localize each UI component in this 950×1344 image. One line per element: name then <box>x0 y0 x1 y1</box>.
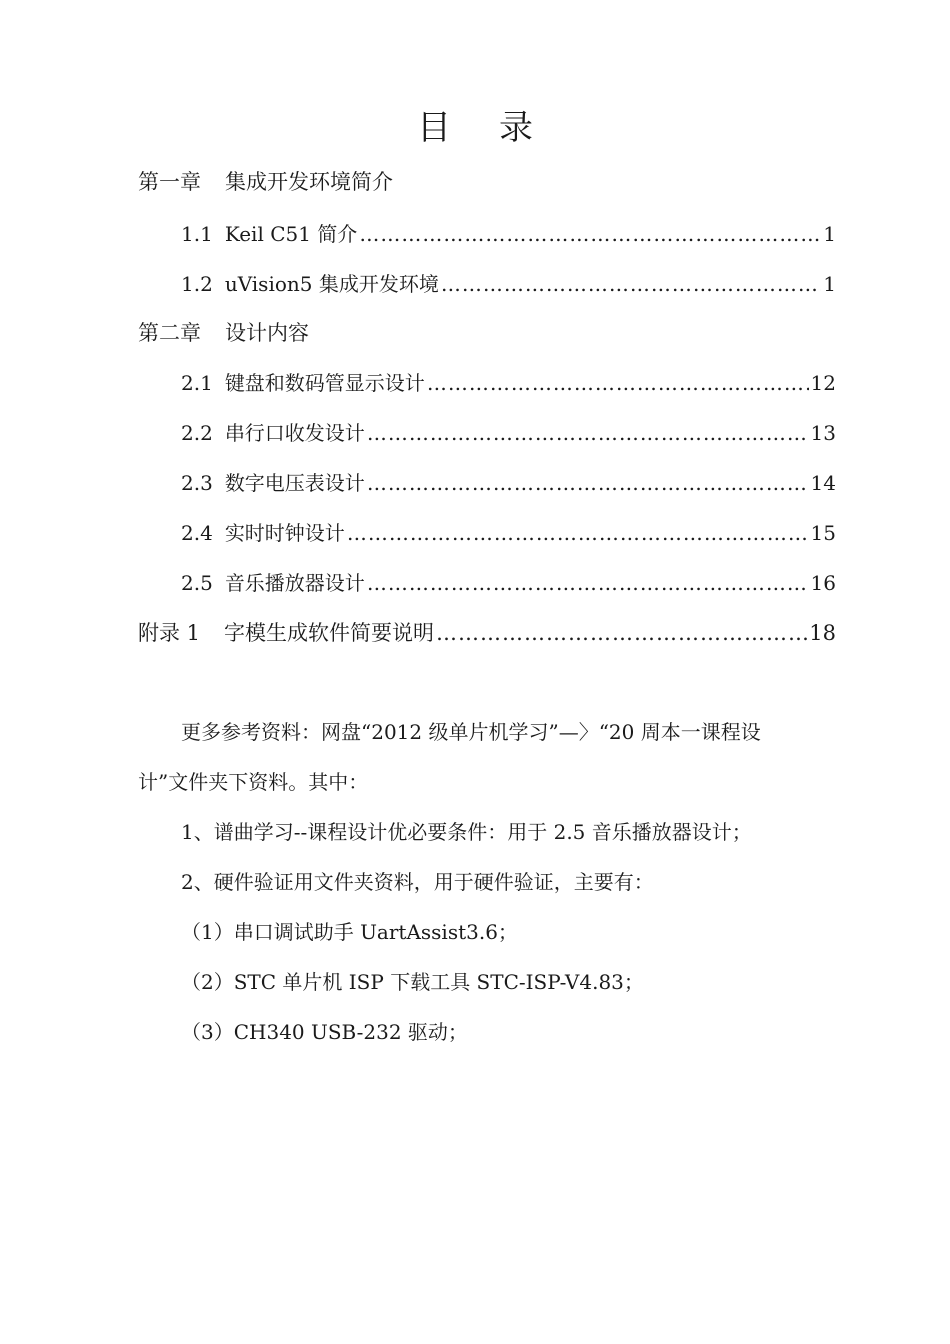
entry-title: 实时时钟设计 <box>224 521 345 545</box>
entry-number: 2.4 <box>181 521 213 545</box>
notes-line-1: 更多参考资料：网盘“2012 级单片机学习”—〉“20 周本一课程设 <box>181 720 761 744</box>
chapter-label: 第二章 <box>138 321 201 345</box>
toc-entry-2-2[interactable] <box>181 419 836 447</box>
entry-number: 2.3 <box>181 471 213 495</box>
notes-item-1: 1、谱曲学习--课程设计优必要条件：用于 2.5 音乐播放器设计； <box>181 820 752 844</box>
entry-page-number: 13 <box>810 421 836 445</box>
entry-page-number: 12 <box>810 371 836 395</box>
entry-number: 1.2 <box>181 272 213 296</box>
entry-number: 2.2 <box>181 421 213 445</box>
entry-number: 2.1 <box>181 371 213 395</box>
entry-page-number: 1 <box>823 222 836 246</box>
dot-leader <box>441 270 821 298</box>
notes-subitem-1: （1）串口调试助手 UartAssist3.6； <box>181 920 518 944</box>
toc-entry-1-1[interactable] <box>181 220 836 248</box>
title-part-2: 录 <box>499 108 533 148</box>
dot-leader <box>367 419 809 447</box>
page-title <box>0 100 950 149</box>
title-part-1: 目 <box>417 108 451 148</box>
entry-title: 键盘和数码管显示设计 <box>224 371 425 395</box>
dot-leader <box>436 619 807 647</box>
chapter-label: 第一章 <box>138 170 201 194</box>
toc-chapter-2-heading <box>138 319 309 347</box>
toc-entry-2-5[interactable] <box>181 569 836 597</box>
appendix-page-number: 18 <box>809 621 836 645</box>
entry-page-number: 14 <box>810 471 836 495</box>
entry-title: Keil C51 简介 <box>224 222 358 246</box>
dot-leader <box>427 369 809 397</box>
entry-page-number: 15 <box>810 521 836 545</box>
chapter-title: 设计内容 <box>225 321 309 345</box>
appendix-title: 字模生成软件简要说明 <box>224 621 435 645</box>
entry-title: 数字电压表设计 <box>224 471 365 495</box>
notes-subitem-2: （2）STC 单片机 ISP 下载工具 STC-ISP-V4.83； <box>181 970 644 994</box>
entry-title: 串行口收发设计 <box>224 421 365 445</box>
entry-page-number: 1 <box>823 272 836 296</box>
toc-appendix-1[interactable] <box>138 619 836 647</box>
toc-entry-2-3[interactable] <box>181 469 836 497</box>
toc-entry-2-1[interactable] <box>181 369 836 397</box>
entry-number: 2.5 <box>181 571 213 595</box>
dot-leader <box>367 469 809 497</box>
chapter-title: 集成开发环境简介 <box>225 170 393 194</box>
dot-leader <box>367 569 809 597</box>
appendix-label: 附录 1 <box>138 621 201 645</box>
notes-item-2: 2、硬件验证用文件夹资料，用于硬件验证，主要有： <box>181 870 654 894</box>
toc-entry-2-4[interactable] <box>181 519 836 547</box>
entry-title: uVision5 集成开发环境 <box>224 272 439 296</box>
toc-entry-1-2[interactable] <box>181 270 836 298</box>
dot-leader <box>359 220 821 248</box>
toc-chapter-1-heading <box>138 168 393 196</box>
notes-subitem-3: （3）CH340 USB-232 驱动； <box>181 1020 468 1044</box>
dot-leader <box>347 519 809 547</box>
entry-page-number: 16 <box>810 571 836 595</box>
entry-number: 1.1 <box>181 222 213 246</box>
entry-title: 音乐播放器设计 <box>224 571 365 595</box>
notes-line-2: 计”文件夹下资料。其中： <box>138 770 369 794</box>
